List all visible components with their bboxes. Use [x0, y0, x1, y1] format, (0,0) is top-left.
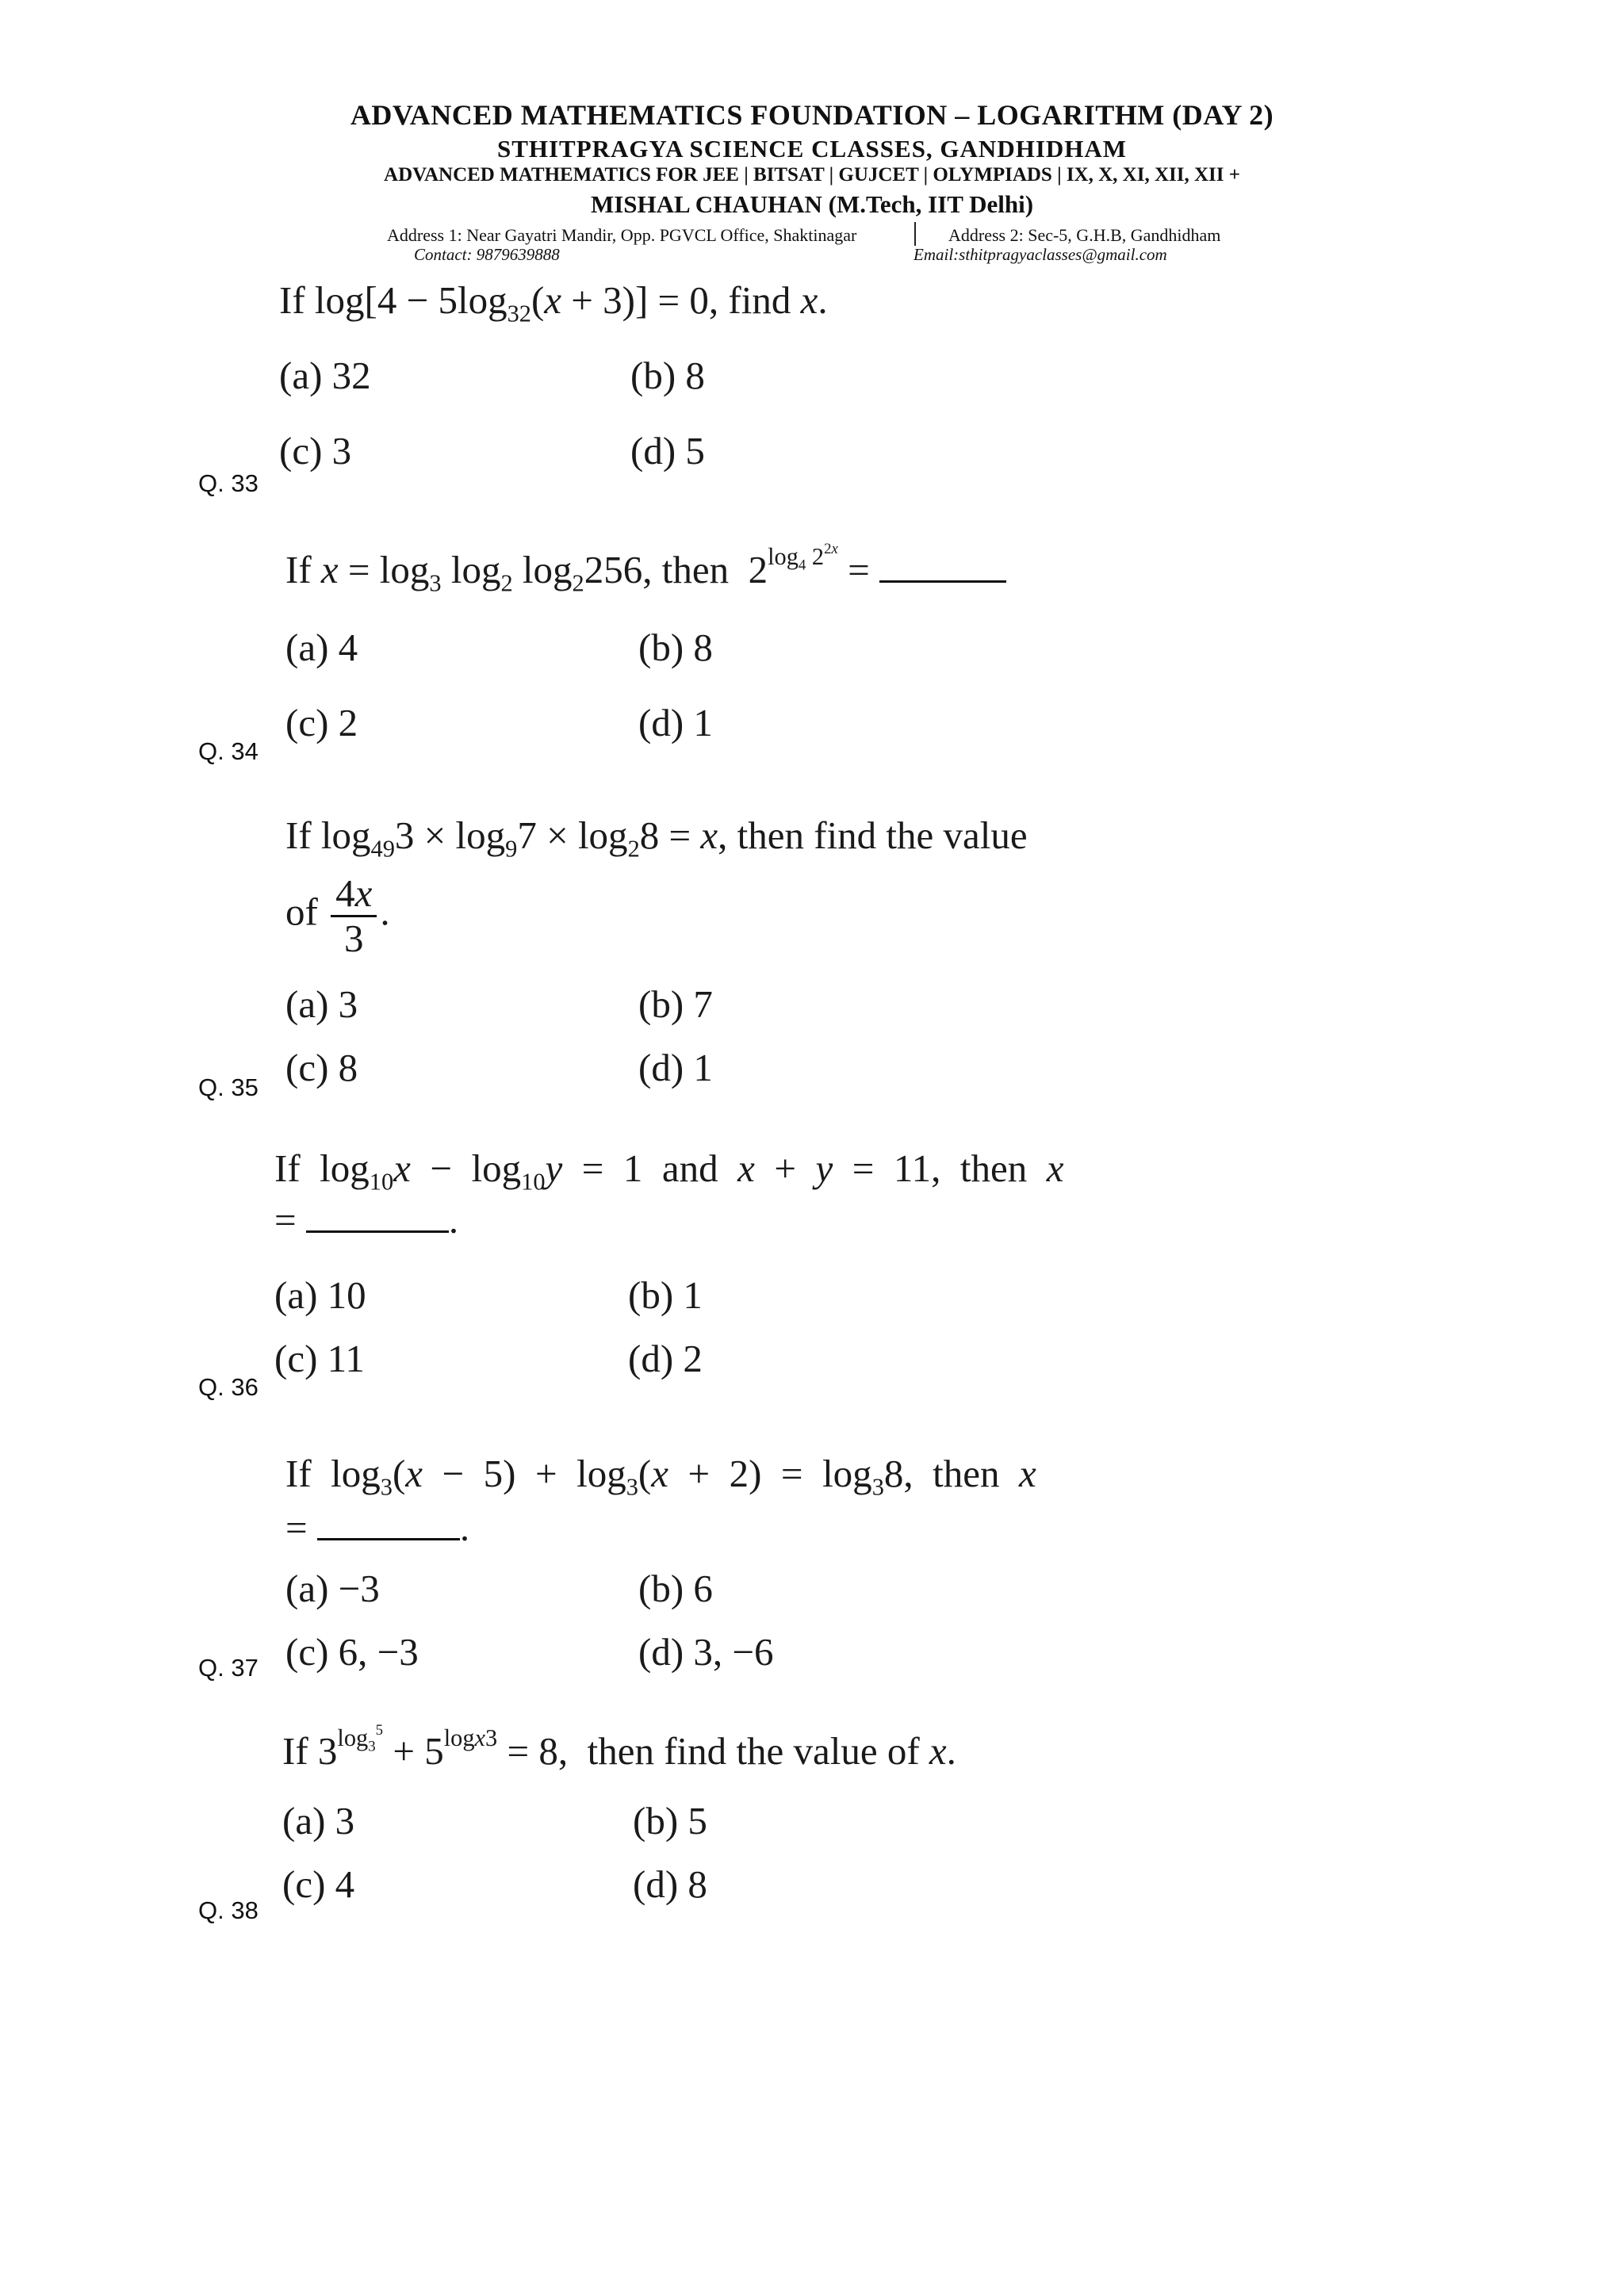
fraction-4x-over-3: $\frac{4x}{3}$ — [331, 872, 377, 960]
institute-name: STHITPRAGYA SCIENCE CLASSES, GANDHIDHAM — [496, 135, 1128, 163]
question-37-option-b: (b) 6 — [638, 1567, 713, 1610]
question-37-number: Q. 37 — [198, 1654, 259, 1682]
question-33-option-a: (a) 32 — [279, 354, 371, 397]
question-33-option-c: (c) 3 — [279, 429, 352, 473]
question-36-option-a: (a) 10 — [274, 1273, 366, 1317]
question-36-option-d: (d) 2 — [628, 1337, 703, 1380]
question-37-option-d: (d) 3, −6 — [638, 1630, 774, 1674]
question-38-option-c: (c) 4 — [282, 1862, 355, 1906]
question-38-option-a: (a) 3 — [282, 1799, 355, 1843]
question-33-option-d: (d) 5 — [630, 429, 705, 473]
question-35-stem-continued: of $\frac{4x}{3}$ . — [285, 871, 390, 960]
question-35-option-d: (d) 1 — [638, 1046, 713, 1089]
contact-email: Email:sthitpragyaclasses@gmail.com — [914, 245, 1167, 264]
address-divider — [914, 222, 916, 246]
question-34-option-a: (a) 4 — [285, 626, 358, 669]
question-36-stem: If $\log_{10}x - \log_{10}y = 1$ and x + y = 11, then x — [274, 1146, 1064, 1196]
question-36-option-b: (b) 1 — [628, 1273, 703, 1317]
question-36-number: Q. 36 — [198, 1373, 259, 1401]
question-36-stem-continued: = . — [274, 1198, 459, 1242]
question-33-stem: If $\log[4 - 5\log_{32}(x + 3)] = 0$, find x. — [279, 278, 828, 327]
worksheet-title: ADVANCED MATHEMATICS FOUNDATION – LOGARITHM (DAY 2) — [350, 99, 1274, 131]
question-34-stem: If $x = \log_3 \log_2 \log_2256$, then $2^{log_4 2^{2x}}$ = — [285, 547, 1006, 592]
question-35-option-b: (b) 7 — [638, 982, 713, 1026]
question-35-option-c: (c) 8 — [285, 1046, 358, 1089]
question-37-option-a: (a) −3 — [285, 1567, 380, 1610]
contact-number: Contact: 9879639888 — [414, 245, 560, 264]
teacher-name: MISHAL CHAUHAN (M.Tech, IIT Delhi) — [590, 190, 1034, 218]
address-1: Address 1: Near Gayatri Mandir, Opp. PGVCL Office, Shaktinagar — [387, 225, 857, 245]
question-34-option-d: (d) 1 — [638, 701, 713, 744]
question-34-option-b: (b) 8 — [638, 626, 713, 669]
question-37-option-c: (c) 6, −3 — [285, 1630, 419, 1674]
question-35-number: Q. 35 — [198, 1073, 259, 1101]
question-36-option-c: (c) 11 — [274, 1337, 365, 1380]
question-38-stem: If $3^{log_3^5} + 5^{logx3} = 8$, then find the value of x. — [282, 1722, 956, 1773]
exam-list: ADVANCED MATHEMATICS FOR JEE | BITSAT | GUJCET | OLYMPIADS | IX, X, XI, XII, XII + — [384, 164, 1240, 186]
question-38-number: Q. 38 — [198, 1896, 259, 1924]
question-37-stem-continued: = . — [285, 1506, 470, 1549]
question-34-option-c: (c) 2 — [285, 701, 358, 744]
address-2: Address 2: Sec-5, G.H.B, Gandhidham — [948, 225, 1221, 245]
question-33-number: Q. 33 — [198, 469, 259, 497]
question-33-option-b: (b) 8 — [630, 354, 705, 397]
question-35-stem: If $\log_{49}3 \times \log_97 \times \log_28 = x$, then find the value — [285, 813, 1028, 863]
question-35-option-a: (a) 3 — [285, 982, 358, 1026]
question-38-option-d: (d) 8 — [633, 1862, 707, 1906]
question-34-number: Q. 34 — [198, 737, 259, 765]
question-38-option-b: (b) 5 — [633, 1799, 707, 1843]
question-37-stem: If $\log_3(x - 5) + \log_3(x + 2) = \log_38$, then x — [285, 1452, 1036, 1501]
